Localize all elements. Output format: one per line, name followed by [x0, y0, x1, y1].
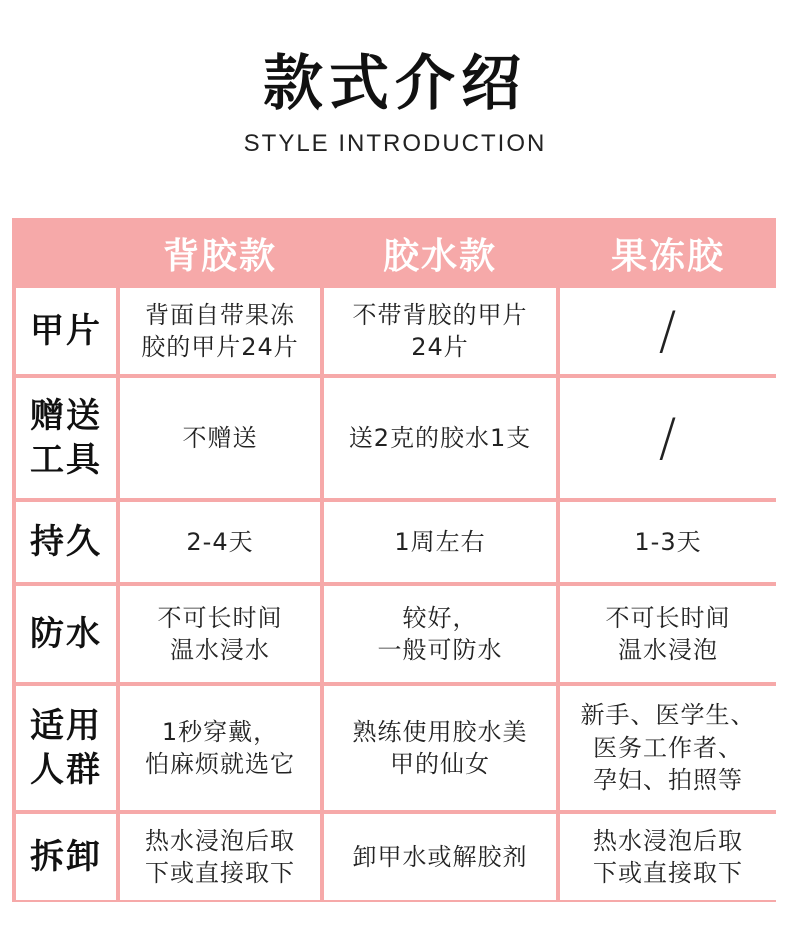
table-cell: 不可长时间 温水浸水	[120, 586, 320, 682]
table-row	[16, 586, 776, 682]
table-cell: 不可长时间 温水浸泡	[560, 586, 776, 682]
table-corner	[16, 222, 116, 284]
table-cell: 卸甲水或解胶剂	[324, 814, 556, 900]
column-header-back-glue: 背胶款	[120, 222, 320, 284]
table-cell: /	[560, 288, 776, 374]
row-label: 适用 人群	[16, 686, 116, 810]
table-row	[16, 288, 776, 374]
table-cell: 1秒穿戴， 怕麻烦就选它	[120, 686, 320, 810]
table-row	[16, 814, 776, 900]
table-cell: 较好， 一般可防水	[324, 586, 556, 682]
table-cell: 不赠送	[120, 378, 320, 498]
table-cell: 1-3天	[560, 502, 776, 582]
row-label: 防水	[16, 586, 116, 682]
page-subtitle: STYLE INTRODUCTION	[243, 130, 547, 157]
table-cell: 不带背胶的甲片 24片	[324, 288, 556, 374]
column-header-jelly-glue: 果冻胶	[560, 222, 776, 284]
comparison-table	[12, 218, 776, 902]
table-header-row	[16, 222, 776, 284]
row-label: 甲片	[16, 288, 116, 374]
row-label: 持久	[16, 502, 116, 582]
table-cell: 背面自带果冻 胶的甲片24片	[120, 288, 320, 374]
row-label: 赠送 工具	[16, 378, 116, 498]
table-cell: 1周左右	[324, 502, 556, 582]
table-cell: /	[560, 378, 776, 498]
row-label: 拆卸	[16, 814, 116, 900]
column-header-liquid-glue: 胶水款	[324, 222, 556, 284]
table-cell: 熟练使用胶水美 甲的仙女	[324, 686, 556, 810]
table-cell: 热水浸泡后取 下或直接取下	[560, 814, 776, 900]
table-cell: 送2克的胶水1支	[324, 378, 556, 498]
table-cell: 新手、医学生、 医务工作者、 孕妇、拍照等	[560, 686, 776, 810]
table-row	[16, 502, 776, 582]
table-cell: 热水浸泡后取 下或直接取下	[120, 814, 320, 900]
table-row	[16, 378, 776, 498]
page-title: 款式介绍	[263, 49, 527, 119]
table-cell: 2-4天	[120, 502, 320, 582]
table-row	[16, 686, 776, 810]
